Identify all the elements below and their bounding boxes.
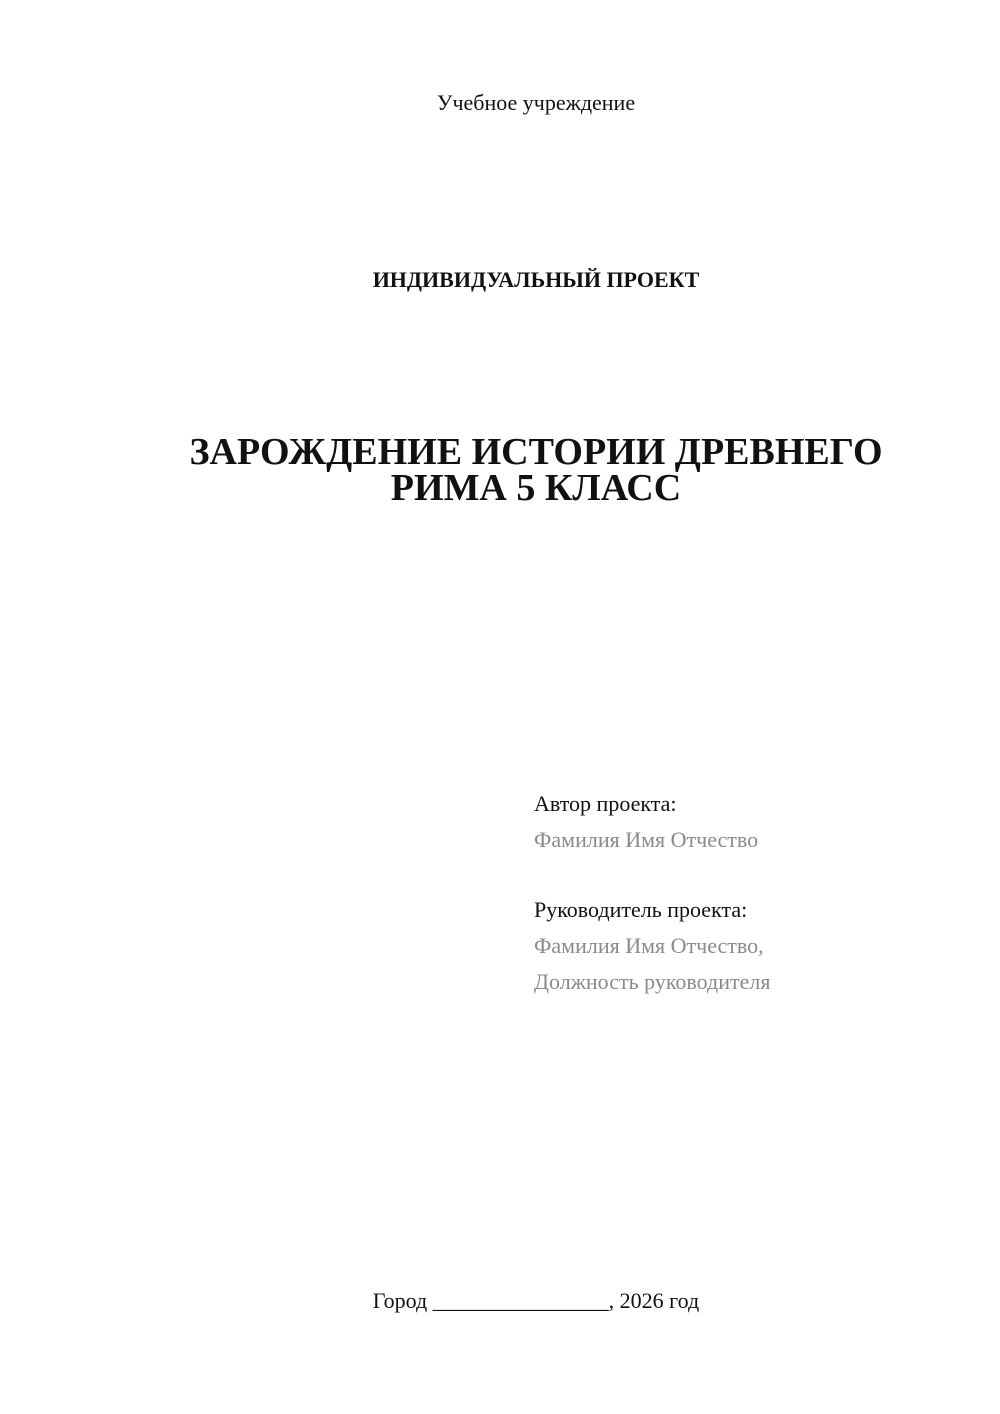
project-title-line-1: ЗАРОЖДЕНИЕ ИСТОРИИ ДРЕВНЕГО [189,431,883,473]
institution-name: Учебное учреждение [436,90,636,115]
city-year-line: Город ________________, 2026 год [372,1288,700,1313]
supervisor-block [534,892,974,1000]
project-title [0,431,1000,509]
author-label: Автор проекта: [534,791,677,816]
document-type: ИНДИВИДУАЛЬНЫЙ ПРОЕКТ [372,267,700,292]
author-block [534,786,974,858]
supervisor-label: Руководитель проекта: [534,897,748,922]
author-name: Фамилия Имя Отчество [534,827,759,852]
supervisor-name: Фамилия Имя Отчество, [534,933,764,958]
project-title-line-2: РИМА 5 КЛАСС [390,467,682,509]
supervisor-position: Должность руководителя [534,969,771,994]
